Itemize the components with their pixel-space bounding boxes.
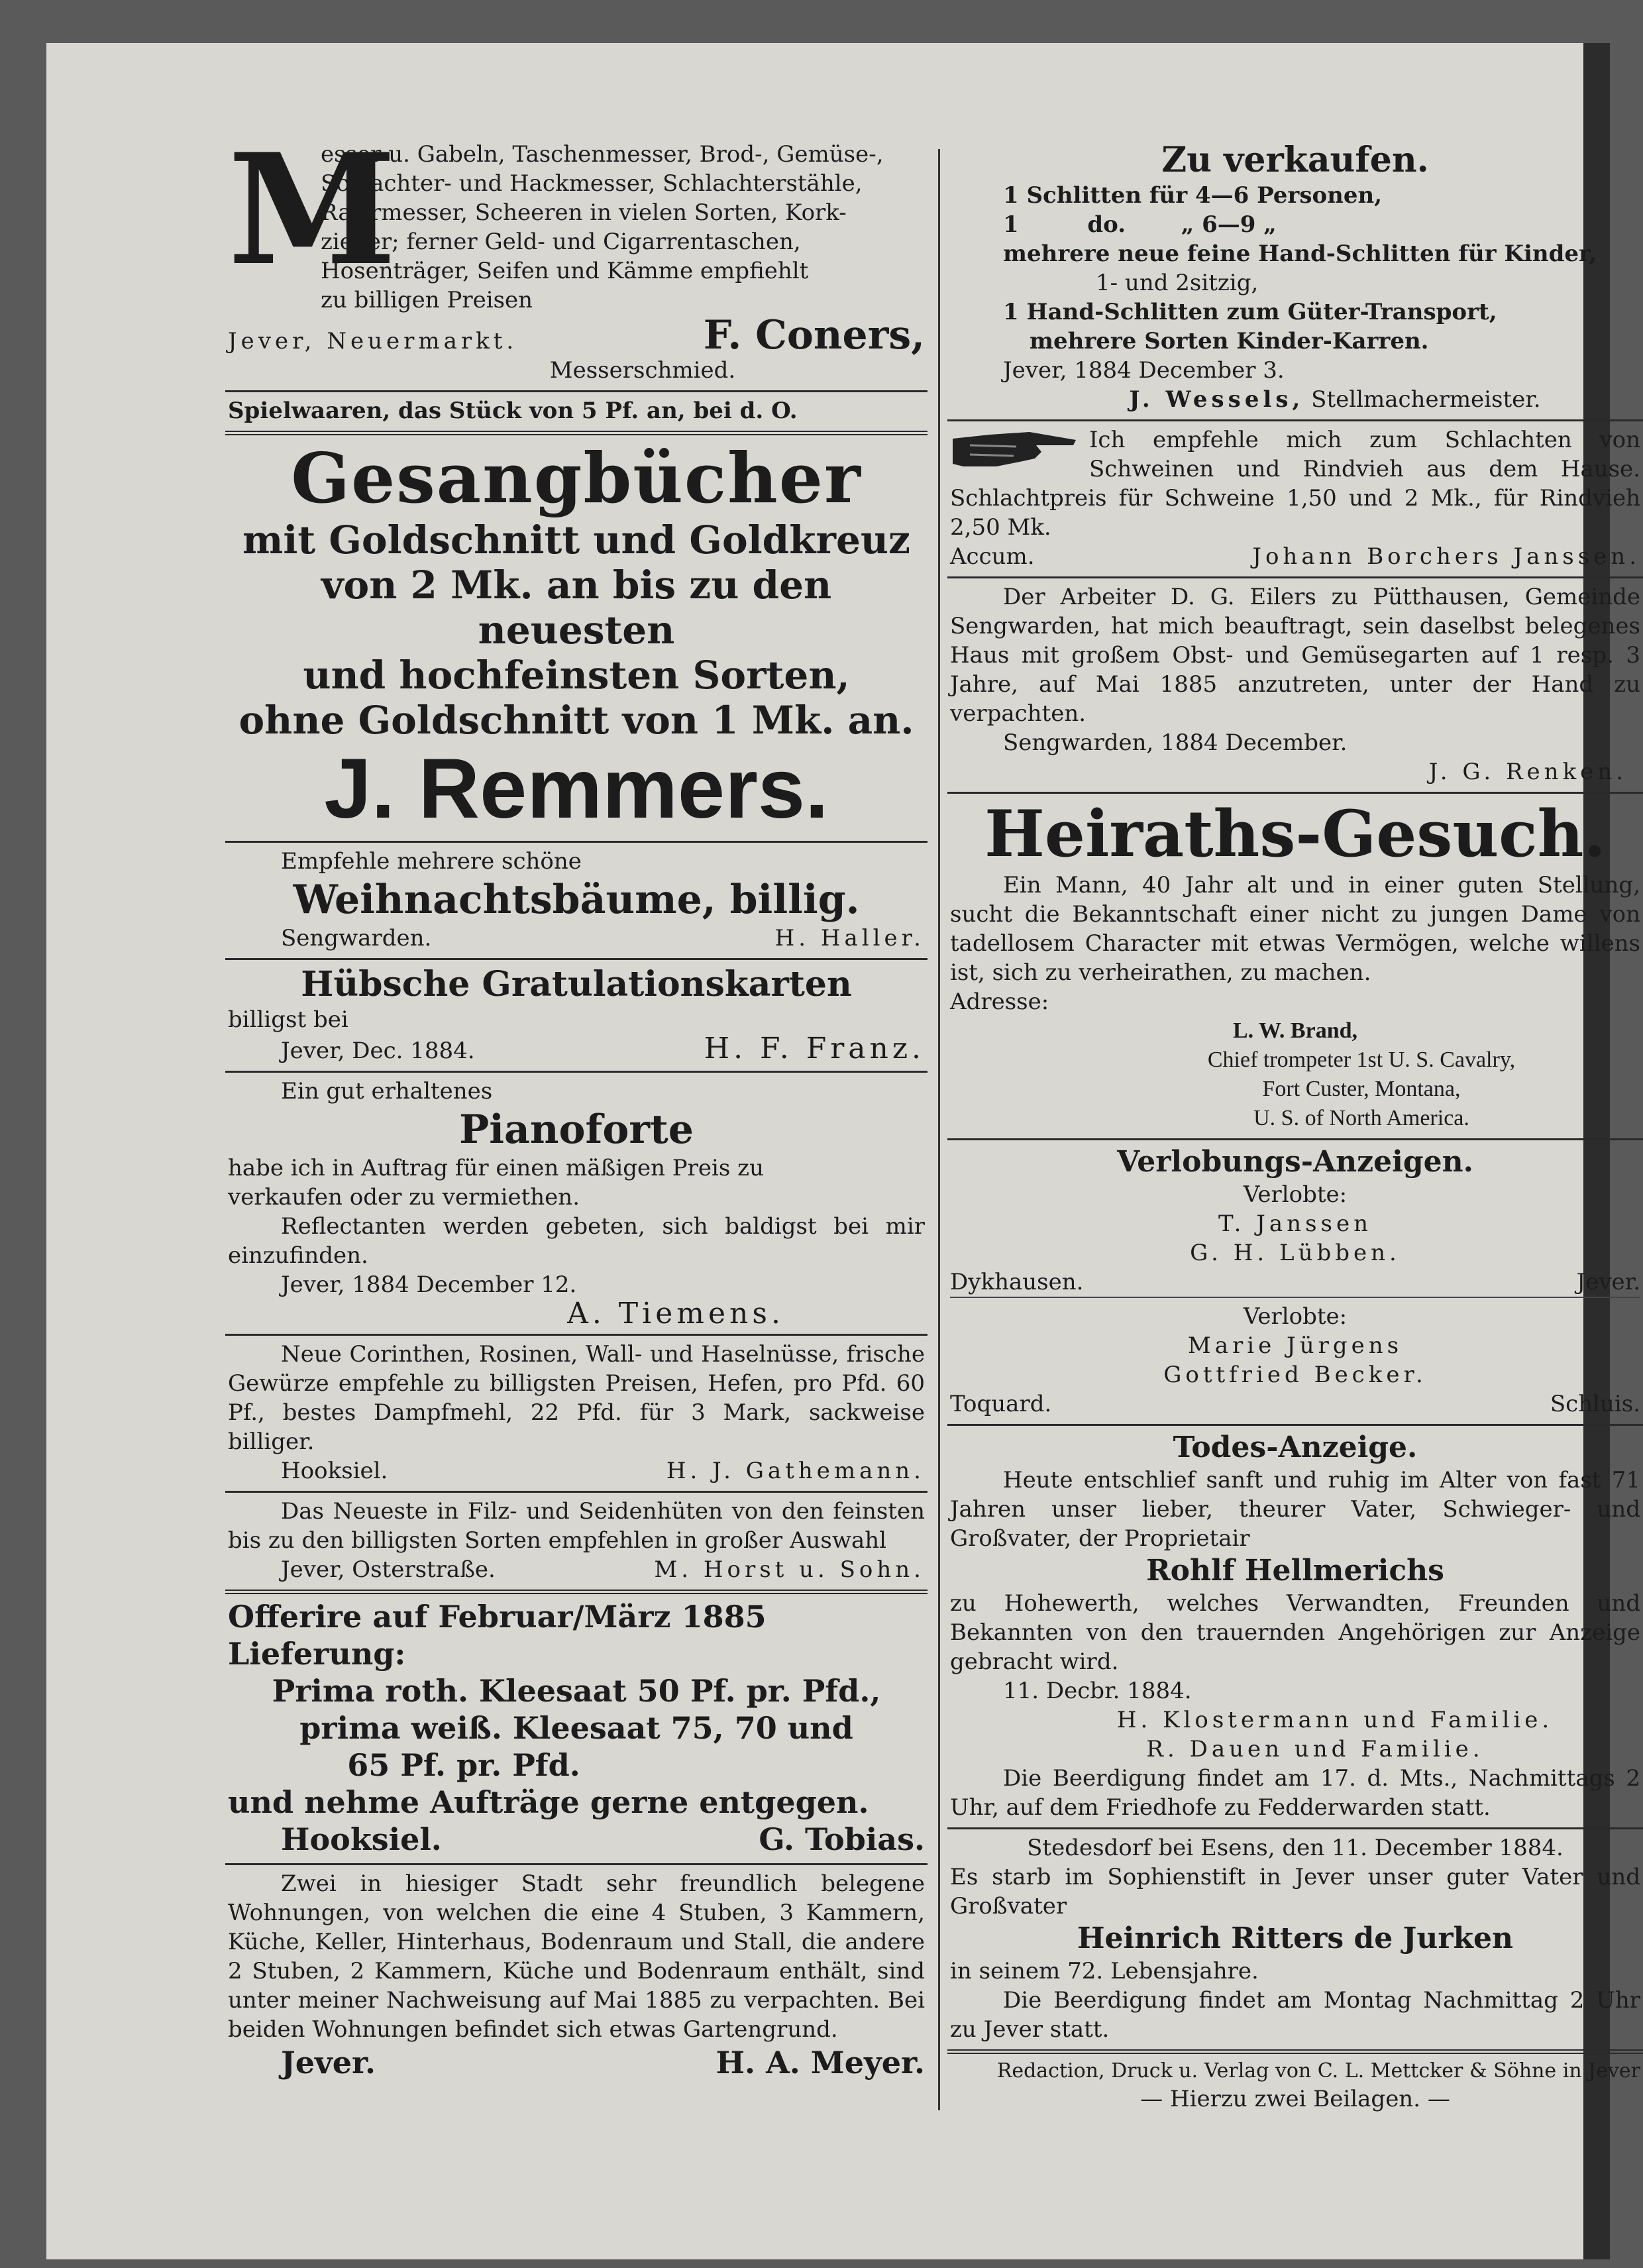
franz-name: H. F. Franz.	[704, 1032, 925, 1065]
tiemens-title: Pianoforte	[459, 1107, 694, 1153]
todes-text: Heute entschlief sanft und ruhig im Alter von fast 71 Jahren unser lieber, theurer Vater, Schwieger- und Großvater, der Proprietair	[950, 1467, 1640, 1552]
tiemens-date: Jever, 1884 December 12.	[281, 1271, 577, 1298]
tobias-name: G. Tobias.	[759, 1821, 925, 1857]
wessels-l2-num: 1	[1003, 211, 1019, 238]
left-column	[225, 121, 928, 2213]
coners-line: Schlachter- und Hackmesser, Schlachterstähle,	[321, 170, 863, 197]
meyer-text: Zwei in hiesiger Stadt sehr freundlich belegene Wohnungen, von welchen die eine 4 Stuben, 3 Kammern, Küche, Keller, Hinterhaus, Bodenraum und Stall, die andere 2 Stuben, 2 Kammern, Küche und Bodenraum enthält, sind unter meiner Nachweisung auf Mai 1885 zu verpachten. Bei beiden Wohnungen befindet sich etwas Gartengrund.	[228, 1870, 925, 2043]
remmers-name: J. Remmers.	[324, 741, 829, 836]
ad-gathemann	[225, 1336, 928, 1493]
right-column	[947, 136, 1643, 2213]
heiraths-text: Ein Mann, 40 Jahr alt und in einer guten Stellung, sucht die Bekanntschaft einer nicht zu jungen Dame von tadellosem Character mit etwas Vermögen, welche willens ist, sich zu verheirathen, zu machen.	[950, 872, 1640, 986]
newspaper-page	[46, 43, 1640, 2259]
coners-name: F. Coners,	[703, 312, 925, 358]
heiraths-title: Heiraths-Gesuch.	[984, 796, 1606, 871]
coners-place: Jever, Neuermarkt.	[228, 328, 518, 354]
dropcap: M	[228, 121, 397, 299]
verlobung-place: Jever.	[1576, 1269, 1640, 1295]
todes-text3: Die Beerdigung findet am 17. d. Mts., Nachmittags 2 Uhr, auf dem Friedhofe zu Fedderwarden statt.	[950, 1765, 1640, 1821]
verlobung-label: Verlobte:	[1243, 1181, 1348, 1208]
haller-place: Sengwarden.	[281, 925, 432, 951]
ritters-name: Heinrich Ritters de Jurken	[1077, 1921, 1513, 1955]
todes-name: Rohlf Hellmerichs	[1146, 1554, 1444, 1588]
coners-line: esser u. Gabeln, Taschenmesser, Brod-, Gemüse-,	[321, 141, 884, 168]
ad-renken	[947, 578, 1643, 794]
verlobung-place: Dykhausen.	[950, 1269, 1084, 1295]
wessels-l4: 1- und 2sitzig,	[1096, 270, 1259, 296]
renken-date: Sengwarden, 1884 December.	[1003, 729, 1348, 756]
todes-date: 11. Decbr. 1884.	[1003, 1678, 1192, 1704]
coners-line: zieher; ferner Geld- und Cigarrentaschen,	[321, 229, 801, 255]
horst-name: M. Horst u. Sohn.	[654, 1556, 925, 1583]
tobias-line2: Lieferung:	[228, 1636, 406, 1672]
meyer-name: H. A. Meyer.	[716, 2045, 925, 2080]
tobias-place: Hooksiel.	[281, 1821, 442, 1857]
todes-family: R. Dauen und Familie.	[1146, 1736, 1484, 1762]
remmers-line: von 2 Mk. an bis zu den neuesten	[321, 563, 832, 653]
tiemens-line: habe ich in Auftrag für einen mäßigen Preis zu	[228, 1155, 764, 1181]
ad-tiemens	[225, 1073, 928, 1336]
verlobung-title: Verlobungs-Anzeigen.	[1117, 1145, 1473, 1179]
horst-place: Jever, Osterstraße.	[281, 1556, 496, 1583]
ad-coners	[225, 121, 928, 392]
wessels-l5: 1 Hand-Schlitten zum Güter-Transport,	[1003, 299, 1497, 325]
coners-trade: Messerschmied.	[549, 357, 736, 384]
haller-name: H. Haller.	[774, 925, 925, 951]
tobias-line4: prima weiß. Kleesaat 75, 70 und	[299, 1710, 853, 1746]
ad-meyer	[225, 1865, 928, 2086]
wessels-l2-do: do.	[1087, 211, 1126, 238]
ad-remmers	[225, 435, 928, 843]
meyer-place: Jever.	[281, 2045, 376, 2080]
heiraths-name: L. W. Brand,	[1232, 1018, 1358, 1043]
ad-wessels	[947, 136, 1643, 421]
heiraths-a1: Chief trompeter 1st U. S. Cavalry,	[1207, 1048, 1516, 1072]
coners-line: zu billigen Preisen	[321, 287, 533, 313]
haller-title: Weihnachtsbäume, billig.	[293, 877, 860, 923]
ad-verlobung	[947, 1140, 1643, 1426]
remmers-title: Gesangbücher	[291, 437, 862, 519]
imprint: Redaction, Druck u. Verlag von C. L. Mettcker & Söhne in Jever	[996, 2059, 1640, 2082]
gathemann-text: Neue Corinthen, Rosinen, Wall- und Haselnüsse, frische Gewürze empfehle zu billigsten Preisen, Hefen, pro Pfd. 60 Pf., bestes Dampfmehl, 22 Pfd. für 3 Mark, sackweise billiger.	[228, 1341, 925, 1455]
remmers-line: ohne Goldschnitt von 1 Mk. an.	[238, 698, 914, 743]
franz-title: Hübsche Gratulationskarten	[301, 964, 852, 1004]
todes-family: H. Klostermann und Familie.	[1116, 1707, 1554, 1733]
todes-text2: zu Hohewerth, welches Verwandten, Freunden und Bekannten von den trauernden Angehörigen zur Anzeige gebracht wird.	[950, 1590, 1640, 1675]
wessels-l1: 1 Schlitten für 4—6 Personen,	[1003, 182, 1383, 209]
heiraths-a3: U. S. of North America.	[1253, 1106, 1469, 1130]
wessels-name: J. Wessels,	[1129, 386, 1304, 413]
borchers-text: Ich empfehle mich zum Schlachten von Schweinen und Rindvieh aus dem Hause. Schlachtpreis für Schweine 1,50 und 2 Mk., für Rindvieh 2,50 Mk.	[950, 427, 1640, 541]
wessels-date: Jever, 1884 December 3.	[1003, 357, 1285, 384]
wessels-l2-range: „ 6—9 „	[1181, 211, 1277, 238]
verlobung-name: Gottfried Becker.	[1163, 1362, 1427, 1388]
ad-haller	[225, 843, 928, 960]
verlobung-name: Marie Jürgens	[1187, 1332, 1403, 1359]
tiemens-line2: Reflectanten werden gebeten, sich baldigst bei mir einzufinden.	[228, 1213, 925, 1269]
wessels-l6: mehrere Sorten Kinder-Karren.	[1030, 328, 1429, 354]
ad-franz	[225, 960, 928, 1073]
ad-heiraths	[947, 794, 1643, 1140]
wessels-trade: Stellmachermeister.	[1311, 386, 1541, 413]
ritters-text2: in seinem 72. Lebensjahre.	[950, 1958, 1259, 1984]
ritters-head: Stedesdorf bei Esens, den 11. December 1884.	[1027, 1835, 1564, 1861]
verlobung-label: Verlobte:	[1243, 1303, 1348, 1330]
heiraths-adresse: Adresse:	[950, 989, 1049, 1015]
gathemann-name: H. J. Gathemann.	[666, 1458, 925, 1484]
gathemann-place: Hooksiel.	[281, 1458, 388, 1484]
ad-spielwaaren: Spielwaaren, das Stück von 5 Pf. an, bei d. O.	[225, 392, 928, 435]
column-divider	[938, 149, 940, 2110]
renken-text: Der Arbeiter D. G. Eilers zu Pütthausen, Gemeinde Sengwarden, hat mich beauftragt, sein daselbst belegenes Haus mit großem Obst- und Gemüsegarten auf 1 resp. 3 Jahre, auf Mai 1885 anzutreten, unter der Hand zu verpachten.	[950, 584, 1640, 727]
tobias-line5: 65 Pf. pr. Pfd.	[347, 1747, 580, 1783]
todes-title: Todes-Anzeige.	[1173, 1431, 1418, 1464]
tobias-line3: Prima roth. Kleesaat 50 Pf. pr. Pfd.,	[272, 1673, 881, 1709]
franz-line: billigst bei	[228, 1006, 348, 1033]
verlobung-place: Schluis.	[1550, 1391, 1640, 1417]
ad-borchers	[947, 421, 1643, 578]
borchers-name: Johann Borchers Janssen.	[1252, 543, 1640, 570]
tiemens-intro: Ein gut erhaltenes	[281, 1078, 493, 1105]
coners-line: Rasirmesser, Scheeren in vielen Sorten, Kork-	[321, 199, 847, 226]
wessels-title: Zu verkaufen.	[1161, 140, 1429, 180]
tobias-line6: und nehme Aufträge gerne entgegen.	[228, 1784, 869, 1820]
tobias-line1: Offerire auf Februar/März 1885	[228, 1599, 767, 1635]
verlobung-place: Toquard.	[950, 1391, 1052, 1417]
ritters-text: Es starb im Sophienstift in Jever unser guter Vater und Großvater	[950, 1864, 1640, 1919]
renken-name: J. G. Renken.	[1428, 759, 1627, 785]
verlobung-name: G. H. Lübben.	[1190, 1240, 1401, 1266]
ad-ritters	[947, 1829, 1643, 2054]
tiemens-line: verkaufen oder zu vermiethen.	[228, 1184, 580, 1211]
beilagen: — Hierzu zwei Beilagen. —	[1140, 2086, 1450, 2112]
remmers-line: mit Goldschnitt und Goldkreuz	[242, 517, 910, 563]
ad-horst	[225, 1493, 928, 1594]
remmers-line: und hochfeinsten Sorten,	[303, 653, 850, 698]
haller-intro: Empfehle mehrere schöne	[281, 848, 582, 875]
ritters-text3: Die Beerdigung findet am Montag Nachmittag 2 Uhr zu Jever statt.	[950, 1987, 1640, 2043]
franz-place: Jever, Dec. 1884.	[281, 1038, 475, 1064]
wessels-l3: mehrere neue feine Hand-Schlitten für Kinder,	[1003, 241, 1597, 267]
horst-text: Das Neueste in Filz- und Seidenhüten von den feinsten bis zu den billigsten Sorten empfehlen in großer Auswahl	[228, 1498, 925, 1554]
footer	[947, 2054, 1643, 2119]
verlobung-name: T. Janssen	[1218, 1211, 1372, 1237]
coners-line: Hosenträger, Seifen und Kämme empfiehlt	[321, 258, 809, 284]
tiemens-name: A. Tiemens.	[567, 1297, 784, 1330]
wessels-l2	[950, 210, 1640, 239]
pointing-hand-icon	[950, 425, 1083, 472]
ad-tobias	[225, 1594, 928, 1865]
ad-todes	[947, 1426, 1643, 1829]
borchers-place: Accum.	[950, 543, 1035, 570]
heiraths-a2: Fort Custer, Montana,	[1262, 1077, 1461, 1101]
